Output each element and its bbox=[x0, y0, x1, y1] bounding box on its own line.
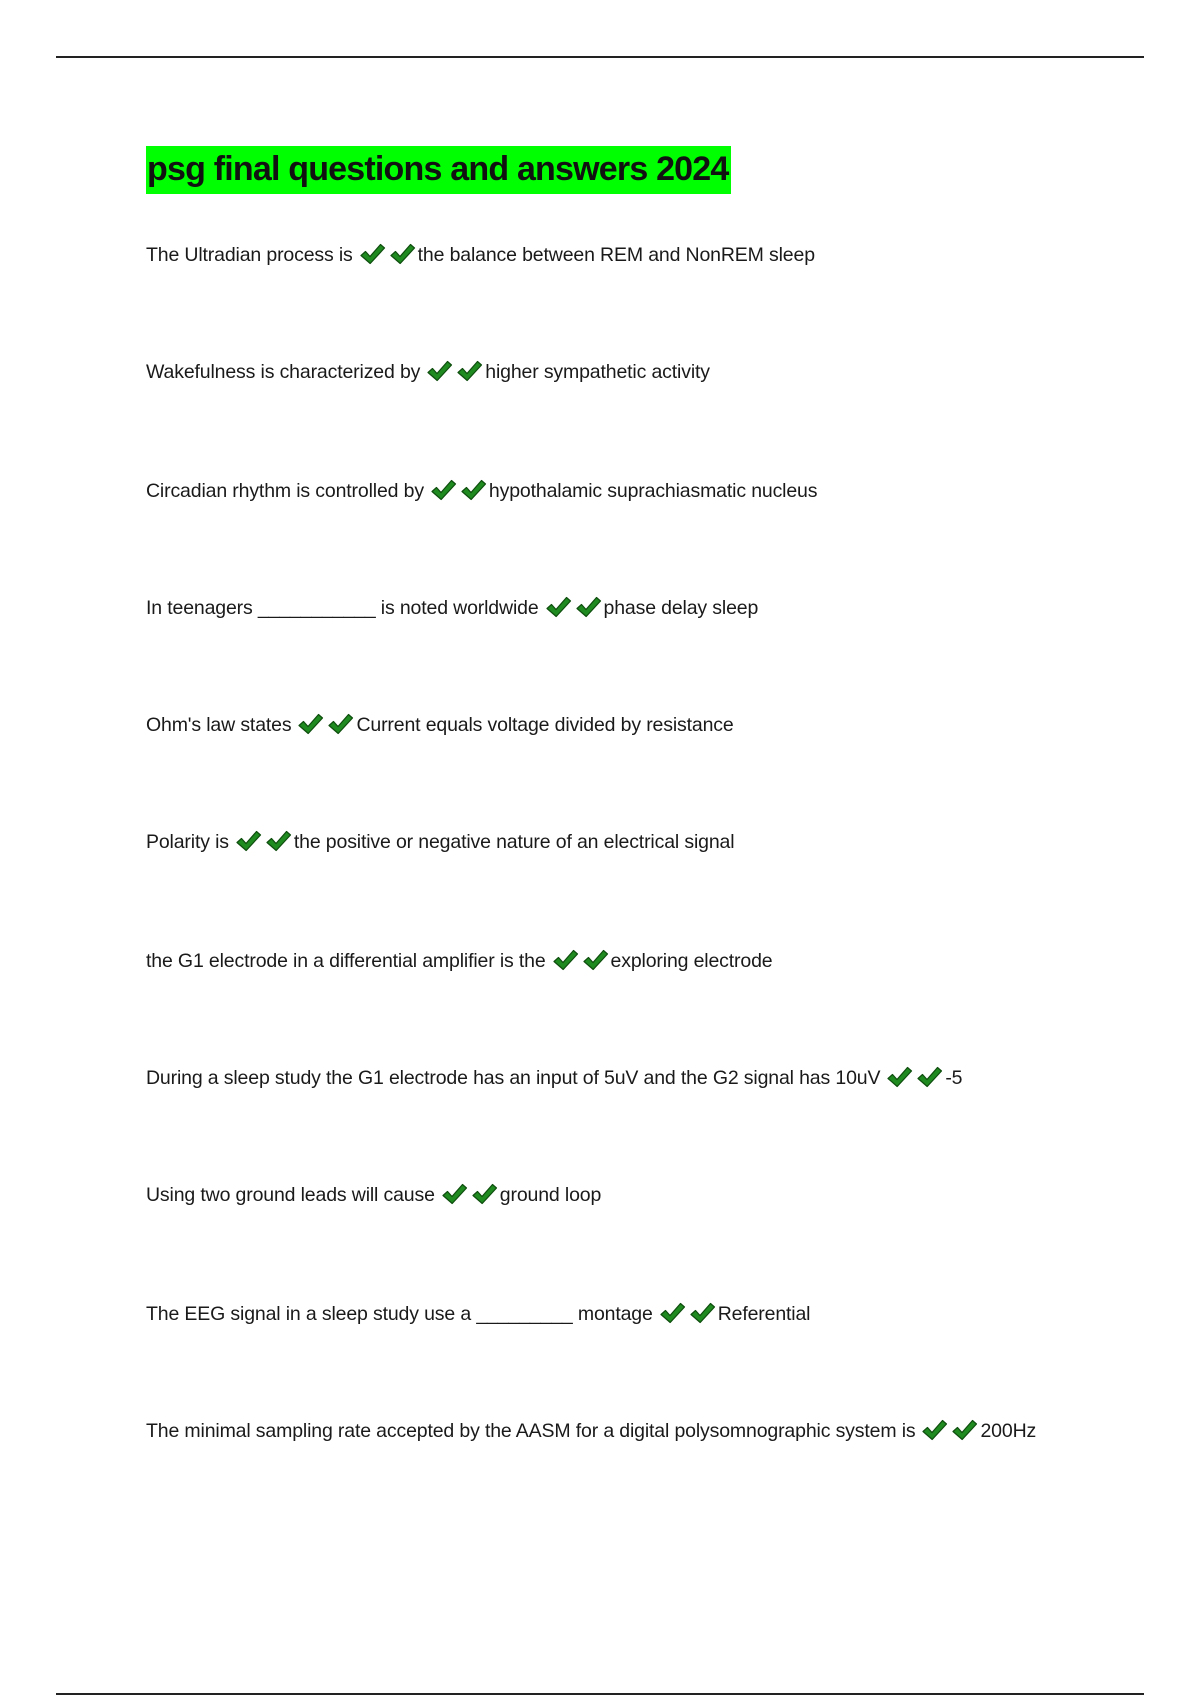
answer-text: phase delay sleep bbox=[603, 596, 759, 619]
qa-item bbox=[146, 944, 772, 976]
bottom-rule bbox=[56, 1693, 1144, 1695]
check-mark-icon bbox=[389, 242, 416, 266]
qa-item bbox=[146, 825, 734, 857]
check-mark-icon bbox=[297, 712, 324, 736]
qa-item bbox=[146, 591, 758, 623]
check-mark-icon bbox=[471, 1182, 498, 1206]
answer-text: the positive or negative nature of an electrical signal bbox=[293, 830, 735, 853]
check-mark-icon bbox=[545, 595, 572, 619]
qa-item bbox=[146, 1297, 810, 1329]
question-text: During a sleep study the G1 electrode has an input of 5uV and the G2 signal has 10uV bbox=[146, 1066, 881, 1089]
answer-checks bbox=[441, 1179, 499, 1211]
answer-text: hypothalamic suprachiasmatic nucleus bbox=[488, 479, 818, 502]
check-mark-icon bbox=[951, 1418, 978, 1442]
qa-item bbox=[146, 708, 734, 740]
question-text: Ohm's law states bbox=[146, 713, 292, 736]
answer-checks bbox=[297, 709, 355, 741]
check-mark-icon bbox=[552, 948, 579, 972]
answer-checks bbox=[659, 1298, 717, 1330]
qa-item bbox=[146, 238, 815, 270]
check-mark-icon bbox=[460, 478, 487, 502]
document-title: psg final questions and answers 2024 bbox=[146, 146, 731, 194]
check-mark-icon bbox=[235, 829, 262, 853]
answer-text: ground loop bbox=[499, 1183, 602, 1206]
qa-item bbox=[146, 355, 710, 387]
qa-item bbox=[146, 474, 817, 506]
answer-checks bbox=[426, 356, 484, 388]
question-text: the G1 electrode in a differential amplifier is the bbox=[146, 949, 546, 972]
question-text: Using two ground leads will cause bbox=[146, 1183, 435, 1206]
check-mark-icon bbox=[359, 242, 386, 266]
qa-item bbox=[146, 1414, 1036, 1446]
answer-text: Referential bbox=[717, 1302, 811, 1325]
check-mark-icon bbox=[456, 359, 483, 383]
check-mark-icon bbox=[430, 478, 457, 502]
check-mark-icon bbox=[689, 1301, 716, 1325]
answer-checks bbox=[886, 1062, 944, 1094]
qa-item bbox=[146, 1178, 601, 1210]
top-rule bbox=[56, 56, 1144, 58]
page-content bbox=[146, 146, 1146, 1442]
answer-checks bbox=[430, 475, 488, 507]
qa-item bbox=[146, 1061, 962, 1093]
check-mark-icon bbox=[327, 712, 354, 736]
question-text: Circadian rhythm is controlled by bbox=[146, 479, 424, 502]
answer-checks bbox=[921, 1415, 979, 1447]
question-text: Polarity is bbox=[146, 830, 229, 853]
answer-text: Current equals voltage divided by resistance bbox=[356, 713, 734, 736]
check-mark-icon bbox=[265, 829, 292, 853]
answer-text: higher sympathetic activity bbox=[485, 360, 710, 383]
answer-checks bbox=[235, 826, 293, 858]
answer-text: exploring electrode bbox=[610, 949, 773, 972]
question-text: In teenagers ___________ is noted worldwide bbox=[146, 596, 539, 619]
answer-text: 200Hz bbox=[980, 1419, 1037, 1442]
answer-text: the balance between REM and NonREM sleep bbox=[417, 243, 815, 266]
check-mark-icon bbox=[916, 1065, 943, 1089]
answer-checks bbox=[359, 239, 417, 271]
check-mark-icon bbox=[886, 1065, 913, 1089]
question-text: The Ultradian process is bbox=[146, 243, 353, 266]
question-text: Wakefulness is characterized by bbox=[146, 360, 421, 383]
check-mark-icon bbox=[441, 1182, 468, 1206]
question-text: The minimal sampling rate accepted by the AASM for a digital polysomnographic system is bbox=[146, 1419, 916, 1442]
answer-checks bbox=[552, 945, 610, 977]
answer-checks bbox=[545, 592, 603, 624]
check-mark-icon bbox=[921, 1418, 948, 1442]
check-mark-icon bbox=[659, 1301, 686, 1325]
check-mark-icon bbox=[582, 948, 609, 972]
question-text: The EEG signal in a sleep study use a _________ montage bbox=[146, 1302, 653, 1325]
answer-text: -5 bbox=[945, 1066, 963, 1089]
check-mark-icon bbox=[426, 359, 453, 383]
check-mark-icon bbox=[575, 595, 602, 619]
